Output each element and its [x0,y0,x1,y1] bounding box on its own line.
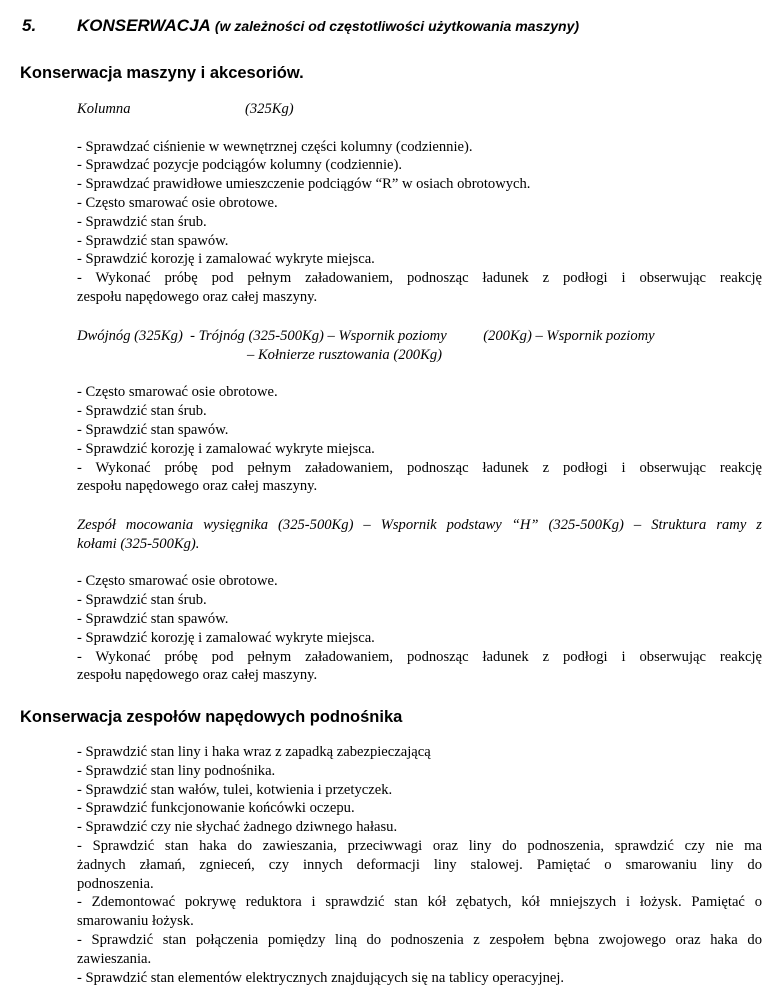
list-item-continuation: zespołu napędowego oraz całej maszyny. [77,288,318,305]
item-name: Kolumna [77,101,131,117]
list-item: - Sprawdzić stan wałów, tulei, kotwienia i przetyczek. [77,781,393,798]
list-item: - Sprawdzać pozycje podciągów kolumny (codziennie). [77,157,402,174]
list-item: - Sprawdzić stan śrub. [77,592,207,609]
list-item-continuation: zespołu napędowego oraz całej maszyny. [77,478,318,495]
group-bipod-tripod [77,327,762,496]
group-title-continuation: kołami (325-500Kg). [77,535,200,552]
list-item: - Sprawdzić korozję i zamalować wykryte miejsca. [77,629,375,646]
item-weight: (325Kg) [245,101,294,117]
list-item: - Sprawdzić stan spawów. [77,610,229,627]
list-item: - Sprawdzić stan liny i haka wraz z zapadką zabezpieczającą [77,744,431,760]
list-item: - Sprawdzać ciśnienie w wewnętrznej części kolumny (codziennie). [77,138,473,155]
list-item: - Sprawdzić stan spawów. [77,232,229,249]
list-item: - Sprawdzić stan spawów. [77,421,229,438]
list-item-continuation: podnoszenia. [77,875,154,892]
machine-maintenance-heading: Konserwacja maszyny i akcesoriów. [20,64,304,82]
section-subtitle: (w zależności od częstotliwości użytkowania maszyny) [214,18,580,34]
list-item: - Sprawdzić stan śrub. [77,213,207,230]
list-item: - Sprawdzić stan połączenia pomiędzy liną do podnoszenia z zespołem bębna zwojowego oraz haka do [77,931,762,948]
list-item: - Wykonać próbę pod pełnym załadowaniem, podnosząc ładunek z podłogi i obserwując reakcję [77,459,762,476]
list-item-continuation: smarowaniu łożysk. [77,913,194,930]
list-item-continuation: zespołu napędowego oraz całej maszyny. [77,667,318,684]
list-item: - Sprawdzać prawidłowe umieszczenie podciągów “R” w osiach obrotowych. [77,176,531,193]
group-column [77,100,762,307]
list-item: - Wykonać próbę pod pełnym załadowaniem, podnosząc ładunek z podłogi i obserwując reakcję [77,648,762,665]
section-heading [22,14,772,38]
group-title-continuation: – Kołnierze rusztowania (200Kg) [247,346,442,363]
section-number: 5. [22,16,37,35]
list-item: - Sprawdzić stan śrub. [77,403,207,420]
list-item: - Sprawdzić korozję i zamalować wykryte miejsca. [77,440,375,457]
list-item: - Sprawdzić korozję i zamalować wykryte miejsca. [77,251,375,268]
drive-units-heading: Konserwacja zespołów napędowych podnośnika [20,708,403,726]
list-item-continuation: żadnych złamań, zgnieceń, czy innych deformacji liny stalowej. Pamiętać o smarowaniu liny do [77,856,762,873]
list-item: - Wykonać próbę pod pełnym załadowaniem, podnosząc ładunek z podłogi i obserwując reakcję [77,270,762,287]
list-item: - Często smarować osie obrotowe. [77,573,278,590]
list-item: - Sprawdzić czy nie słychać żadnego dziwnego hałasu. [77,819,398,836]
list-item: - Sprawdzić stan liny podnośnika. [77,762,276,779]
list-item-continuation: zawieszania. [77,950,152,967]
drive-units-list [77,743,762,987]
list-item: - Zdemontować pokrywę reduktora i sprawdzić stan kół zębatych, kół mniejszych i łożysk. Pamiętać o [77,894,762,911]
group-title [77,100,762,119]
section-title: KONSERWACJA [77,16,211,35]
list-item: - Sprawdzić funkcjonowanie końcówki oczepu. [77,800,355,817]
list-item: - Sprawdzić stan elementów elektrycznych znajdujących się na tablicy operacyjnej. [77,969,565,986]
group-title: Zespół mocowania wysięgnika (325-500Kg) – Wspornik podstawy “H” (325-500Kg) – Struktura ramy z [77,517,762,533]
list-item: - Często smarować osie obrotowe. [77,384,278,401]
list-item: - Często smarować osie obrotowe. [77,194,278,211]
group-boom-mount [77,516,762,685]
group-title: Dwójnóg (325Kg) - Trójnóg (325-500Kg) – Wspornik poziomy (200Kg) – Wspornik poziomy [77,328,655,344]
list-item: - Sprawdzić stan haka do zawieszania, przeciwwagi oraz liny do podnoszenia, sprawdzić czy nie ma [77,837,762,854]
